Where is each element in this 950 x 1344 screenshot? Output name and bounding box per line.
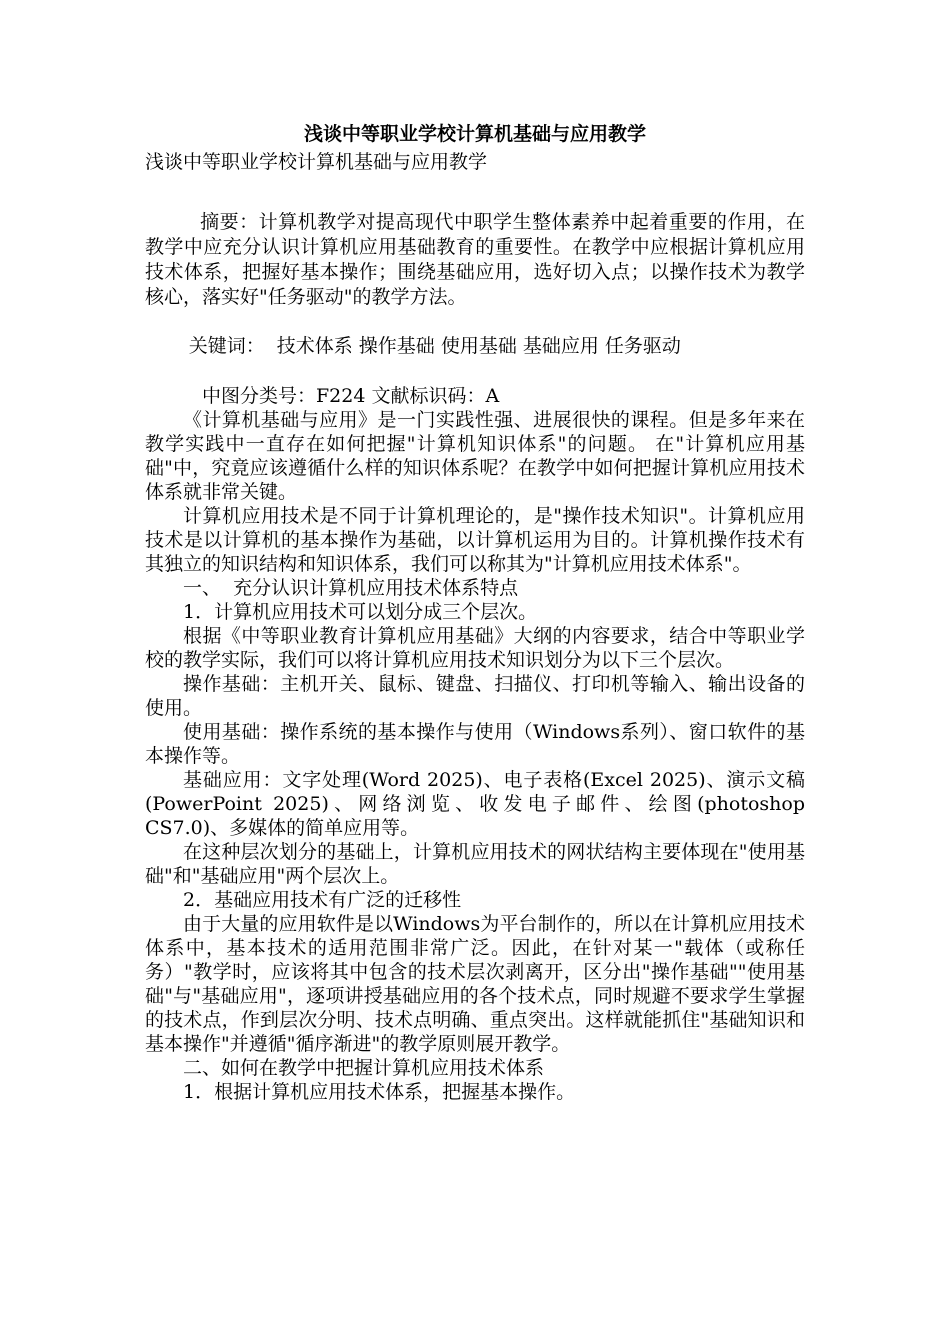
body-paragraph: 基础应用：文字处理(Word 2025)、电子表格(Excel 2025)、演示文稿(PowerPoint 2025)、网络浏览、收发电子邮件、绘图(photoshop CS7.0)、多媒体的简单应用等。 xyxy=(145,769,805,839)
body-paragraph: 操作基础：主机开关、鼠标、键盘、扫描仪、打印机等输入、输出设备的使用。 xyxy=(145,673,805,719)
body-paragraph: 《计算机基础与应用》是一门实践性强、进展很快的课程。但是多年来在教学实践中一直存在如何把握"计算机知识体系"的问题。 在"计算机应用基础"中，究竟应该遵循什么样的知识体系呢？在教学中如何把握计算机应用技术体系就非常关键。 xyxy=(145,409,805,503)
abstract-paragraph: 摘要：计算机教学对提高现代中职学生整体素养中起着重要的作用，在教学中应充分认识计算机应用基础教育的重要性。在教学中应根据计算机应用技术体系，把握好基本操作；围绕基础应用，选好切入点；以操作技术为教学核心，落实好"任务驱动"的教学方法。 xyxy=(145,211,805,308)
subsection-heading: 1．根据计算机应用技术体系，把握基本操作。 xyxy=(183,1081,576,1103)
section-heading: 二、如何在教学中把握计算机应用技术体系 xyxy=(183,1057,545,1079)
body-paragraph: 使用基础：操作系统的基本操作与使用（Windows系列）、窗口软件的基本操作等。 xyxy=(145,721,805,767)
document-page xyxy=(145,120,805,1104)
document-title: 浅谈中等职业学校计算机基础与应用教学 xyxy=(303,123,646,145)
keywords-line: 关键词： 技术体系 操作基础 使用基础 基础应用 任务驱动 xyxy=(188,335,681,357)
body-paragraph: 根据《中等职业教育计算机应用基础》大纲的内容要求，结合中等职业学校的教学实际，我们可以将计算机应用技术知识划分为以下三个层次。 xyxy=(145,625,805,671)
classification-line: 中图分类号：F224 文献标识码：A xyxy=(202,385,500,407)
subsection-heading: 2．基础应用技术有广泛的迁移性 xyxy=(183,889,462,911)
body-paragraph: 计算机应用技术是不同于计算机理论的，是"操作技术知识"。计算机应用技术是以计算机的基本操作为基础，以计算机运用为目的。计算机操作技术有其独立的知识结构和知识体系，我们可以称其为"计算机应用技术体系"。 xyxy=(145,505,805,575)
body-paragraph: 在这种层次划分的基础上，计算机应用技术的网状结构主要体现在"使用基础"和"基础应用"两个层次上。 xyxy=(145,841,805,887)
subsection-heading: 1．计算机应用技术可以划分成三个层次。 xyxy=(183,601,538,623)
document-subtitle: 浅谈中等职业学校计算机基础与应用教学 xyxy=(145,151,488,173)
body-paragraph: 由于大量的应用软件是以Windows为平台制作的，所以在计算机应用技术体系中，基本技术的适用范围非常广泛。因此，在针对某一"载体（或称任务）"教学时，应该将其中包含的技术层次剥离开，区分出"操作基础""使用基础"与"基础应用"，逐项讲授基础应用的各个技术点，同时规避不要求学生掌握的技术点，作到层次分明、技术点明确、重点突出。这样就能抓住"基础知识和基本操作"并遵循"循序渐进"的教学原则展开教学。 xyxy=(145,913,805,1055)
section-heading: 一、 充分认识计算机应用技术体系特点 xyxy=(183,577,519,599)
